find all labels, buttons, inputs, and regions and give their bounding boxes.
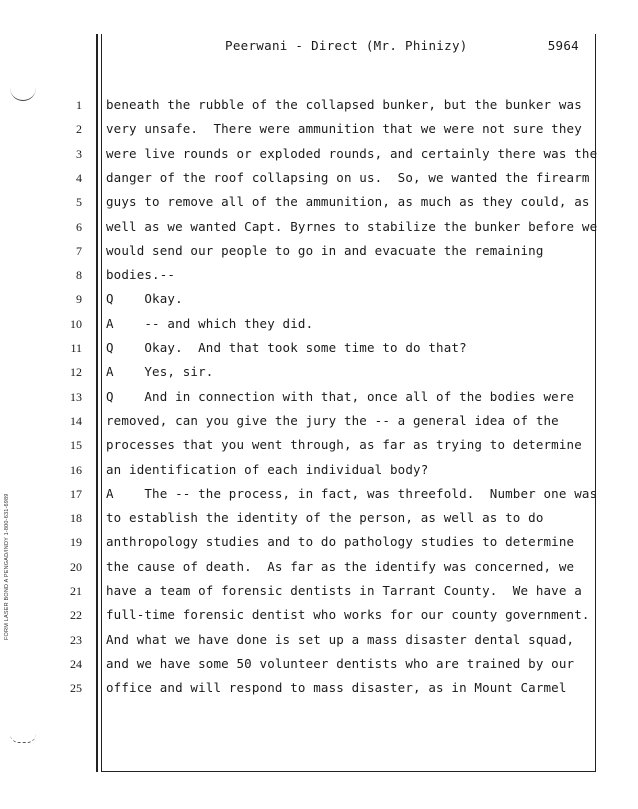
transcript-line [0, 121, 638, 145]
line-text: were live rounds or exploded rounds, and certainly there was the [106, 145, 598, 161]
line-number: 25 [70, 681, 82, 696]
page-number: 5964 [547, 38, 579, 53]
line-number: 18 [70, 511, 82, 526]
transcript-line [0, 316, 638, 340]
line-text: well as we wanted Capt. Byrnes to stabilize the bunker before we [106, 218, 598, 234]
transcript-line [0, 437, 638, 461]
line-number: 11 [70, 341, 82, 355]
transcript-line [0, 510, 638, 534]
line-number: 4 [76, 170, 82, 185]
side-print-text: FORM LASER BOND A PENGAD/INDY 1-800-631-6989 [4, 493, 10, 640]
transcript-line [0, 607, 638, 631]
line-number: 3 [76, 146, 82, 161]
line-number: 24 [70, 656, 82, 671]
hole-punch-mark-bottom [10, 734, 36, 743]
line-text: the cause of death. As far as the identify was concerned, we [106, 558, 575, 574]
transcript-line [0, 97, 638, 121]
transcript-line [0, 389, 638, 413]
page-header [101, 38, 595, 56]
transcript-line [0, 243, 638, 267]
line-text: anthropology studies and to do pathology studies to determine [106, 534, 575, 550]
line-text: removed, can you give the jury the -- a general idea of the [106, 412, 559, 428]
transcript-line [0, 656, 638, 680]
line-number: 6 [76, 219, 82, 234]
line-text: beneath the rubble of the collapsed bunker, but the bunker was [106, 97, 582, 112]
line-text: Q Okay. And that took some time to do that? [106, 340, 467, 355]
line-text: very unsafe. There were ammunition that we were not sure they [106, 121, 582, 137]
line-number: 8 [76, 268, 82, 283]
transcript-line [0, 583, 638, 607]
line-number: 19 [70, 535, 82, 550]
transcript-line [0, 486, 638, 510]
line-number: 21 [70, 584, 82, 598]
line-number: 1 [76, 98, 82, 112]
line-number: 10 [70, 316, 82, 331]
line-number: 12 [70, 365, 82, 380]
line-text: danger of the roof collapsing on us. So, we wanted the firearm [106, 169, 590, 185]
page-title: Peerwani - Direct (Mr. Phinizy) [225, 38, 468, 53]
transcript-line [0, 680, 638, 704]
transcript-line [0, 364, 638, 388]
transcript-line [0, 170, 638, 194]
line-text: A -- and which they did. [106, 315, 314, 331]
line-number: 9 [76, 292, 82, 307]
line-text: processes that you went through, as far as trying to determine [106, 437, 582, 453]
line-number: 15 [70, 438, 82, 453]
line-text: A Yes, sir. [106, 364, 214, 380]
transcript-line [0, 462, 638, 486]
transcript-line [0, 146, 638, 170]
transcript-line [0, 219, 638, 243]
transcript-line [0, 340, 638, 364]
transcript-line [0, 194, 638, 218]
line-number: 13 [70, 389, 82, 404]
transcript-line [0, 267, 638, 291]
line-number: 22 [70, 608, 82, 623]
line-text: an identification of each individual body? [106, 461, 429, 477]
line-text: Q Okay. [106, 291, 183, 307]
bottom-rule [101, 771, 595, 772]
line-text: and we have some 50 volunteer dentists who are trained by our [106, 655, 575, 671]
line-number: 20 [70, 559, 82, 574]
line-number: 23 [70, 632, 82, 647]
line-text: office and will respond to mass disaster, as in Mount Carmel [106, 680, 567, 696]
line-text: full-time forensic dentist who works for our county government. [106, 607, 590, 623]
line-number: 5 [76, 195, 82, 210]
line-text: have a team of forensic dentists in Tarrant County. We have a [106, 583, 582, 598]
transcript-line [0, 632, 638, 656]
line-number: 16 [70, 462, 82, 477]
transcript-line [0, 534, 638, 558]
line-number: 14 [70, 413, 82, 428]
line-number: 7 [76, 243, 82, 258]
transcript-line [0, 291, 638, 315]
line-text: And what we have done is set up a mass disaster dental squad, [106, 631, 575, 647]
line-text: guys to remove all of the ammunition, as much as they could, as [106, 194, 590, 210]
line-text: to establish the identity of the person, as well as to do [106, 510, 544, 526]
transcript-line [0, 559, 638, 583]
line-text: A The -- the process, in fact, was threefold. Number one was [106, 485, 598, 501]
line-text: bodies.-- [106, 267, 176, 283]
line-number: 17 [70, 486, 82, 501]
transcript-line [0, 413, 638, 437]
line-text: Q And in connection with that, once all of the bodies were [106, 388, 575, 404]
line-number: 2 [76, 122, 82, 137]
line-text: would send our people to go in and evacuate the remaining [106, 242, 544, 258]
